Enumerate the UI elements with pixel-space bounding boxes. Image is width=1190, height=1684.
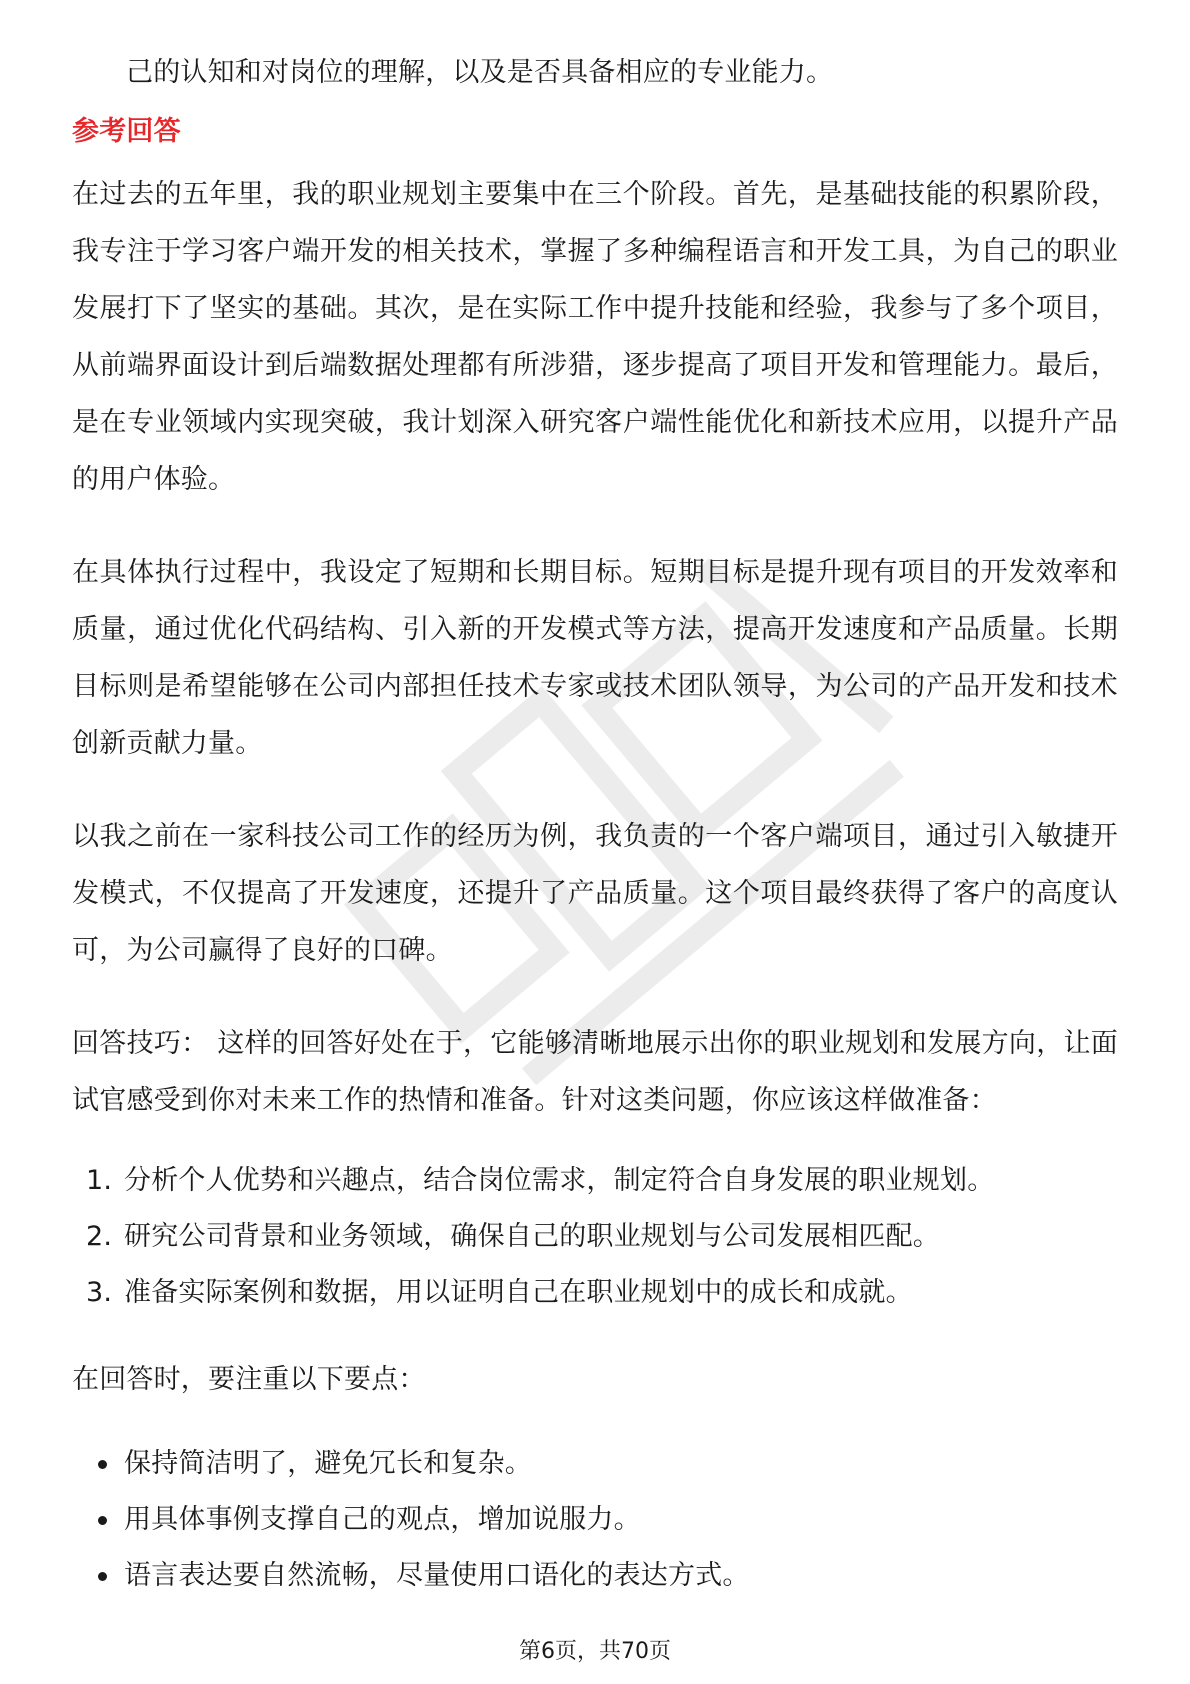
intro-line: 己的认知和对岗位的理解，以及是否具备相应的专业能力。: [126, 57, 834, 88]
answer-paragraph-1: 在过去的五年里，我的职业规划主要集中在三个阶段。首先，是基础技能的积累阶段，我专注于学习客户端开发的相关技术，掌握了多种编程语言和开发工具，为自己的职业发展打下了坚实的基础。其次，是在实际工作中提升技能和经验，我参与了多个项目，从前端界面设计到后端数据处理都有所涉猎，逐步提高了项目开发和管理能力。最后，是在专业领域内实现突破，我计划深入研究客户端性能优化和新技术应用，以提升产品的用户体验。: [72, 179, 1118, 495]
list-item-text: 用具体事例支撑自己的观点，增加说服力。: [124, 1504, 641, 1535]
list-item-text: 保持简洁明了，避免冗长和复杂。: [124, 1448, 532, 1479]
tip-paragraph: 回答技巧： 这样的回答好处在于，它能够清晰地展示出你的职业规划和发展方向，让面试官感受到你对未来工作的热情和准备。针对这类问题，你应该这样做准备：: [72, 1028, 1118, 1116]
list-number: 1.: [86, 1165, 113, 1196]
list-item-text: 研究公司背景和业务领域，确保自己的职业规划与公司发展相匹配。: [124, 1221, 940, 1252]
section-heading: 参考回答: [72, 116, 181, 147]
list-item-text: 准备实际案例和数据，用以证明自己在职业规划中的成长和成就。: [124, 1277, 913, 1308]
points-intro: 在回答时，要注重以下要点：: [72, 1364, 426, 1395]
list-item: [72, 1265, 1118, 1321]
list-item: [72, 1209, 1118, 1265]
points-list: [72, 1436, 1118, 1604]
page-footer: 第6页，共70页: [519, 1639, 671, 1664]
list-item: [72, 1436, 1118, 1492]
bullet-icon: [98, 1460, 107, 1469]
answer-paragraph-3: 以我之前在一家科技公司工作的经历为例，我负责的一个客户端项目，通过引入敏捷开发模式，不仅提高了开发速度，还提升了产品质量。这个项目最终获得了客户的高度认可，为公司赢得了良好的口碑。: [72, 821, 1118, 966]
list-item-text: 分析个人优势和兴趣点，结合岗位需求，制定符合自身发展的职业规划。: [124, 1165, 995, 1196]
list-item-text: 语言表达要自然流畅，尽量使用口语化的表达方式。: [124, 1560, 750, 1591]
list-item: [72, 1492, 1118, 1548]
list-number: 2.: [86, 1221, 113, 1252]
list-number: 3.: [86, 1277, 113, 1308]
list-item: [72, 1548, 1118, 1604]
list-item: [72, 1153, 1118, 1209]
answer-paragraph-2: 在具体执行过程中，我设定了短期和长期目标。短期目标是提升现有项目的开发效率和质量，通过优化代码结构、引入新的开发模式等方法，提高开发速度和产品质量。长期目标则是希望能够在公司内部担任技术专家或技术团队领导，为公司的产品开发和技术创新贡献力量。: [72, 557, 1118, 759]
tips-list: [72, 1153, 1118, 1321]
bullet-icon: [98, 1516, 107, 1525]
bullet-icon: [98, 1572, 107, 1581]
document-body: [72, 44, 1118, 1604]
